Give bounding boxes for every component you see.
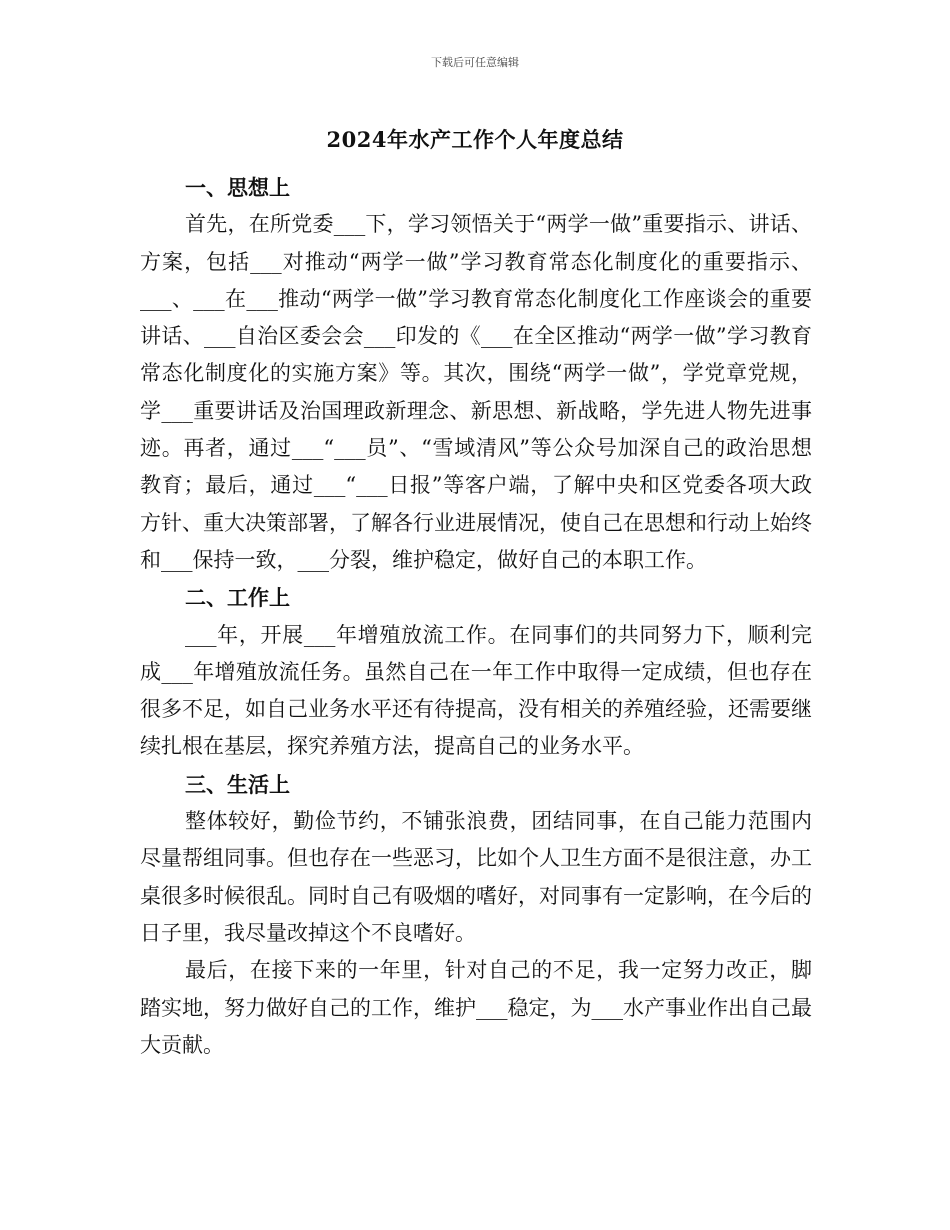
paragraph: ___年，开展___年增殖放流工作。在同事们的共同努力下，顺利完成___年增殖放流任务。虽然自己在一年工作中取得一定成绩，但也存在很多不足，如自己业务水平还有待提高，没有相关的养殖经验，还需要继续扎根在基层，探究养殖方法，提高自己的业务水平。 xyxy=(140,622,812,759)
paragraph: 整体较好，勤俭节约，不铺张浪费，团结同事，在自己能力范围内尽量帮组同事。但也存在一些恶习，比如个人卫生方面不是很注意，办工桌很多时候很乱。同时自己有吸烟的嗜好，对同事有一定影响，在今后的日子里，我尽量改掉这个不良嗜好。 xyxy=(140,809,812,945)
document-body xyxy=(140,169,812,1064)
document-title: 2024年水产工作个人年度总结 xyxy=(326,127,624,152)
section-life xyxy=(140,766,812,1064)
header-note: 下载后可任意编辑 xyxy=(431,56,519,69)
paragraph: 首先，在所党委___下，学习领悟关于“两学一做”重要指示、讲话、方案，包括___对推动“两学一做”学习教育常态化制度化的重要指示、___、___在___推动“两学一做”学习教育常态化制度化工作座谈会的重要讲话、___自治区委会会___印发的《___在全区推动“两学一做”学习教育常态化制度化的实施方案》等。其次，围绕“两学一做”，学党章党规，学___重要讲话及治国理政新理念、新思想、新战略，学先进人物先进事迹。再者，通过___“___员”、“雪域清风”等公众号加深自己的政治思想教育；最后，通过___“___日报”等客户端，了解中央和区党委各项大政方针、重大决策部署，了解各行业进展情况，使自己在思想和行动上始终和___保持一致，___分裂，维护稳定，做好自己的本职工作。 xyxy=(140,212,812,572)
section-heading: 三、生活上 xyxy=(185,771,290,797)
section-heading: 二、工作上 xyxy=(185,585,290,611)
section-thought xyxy=(140,169,812,579)
section-work xyxy=(140,579,812,765)
section-heading: 一、思想上 xyxy=(185,175,290,200)
paragraph: 最后，在接下来的一年里，针对自己的不足，我一定努力改正，脚踏实地，努力做好自己的工作，维护___稳定，为___水产事业作出自己最大贡献。 xyxy=(140,958,812,1057)
